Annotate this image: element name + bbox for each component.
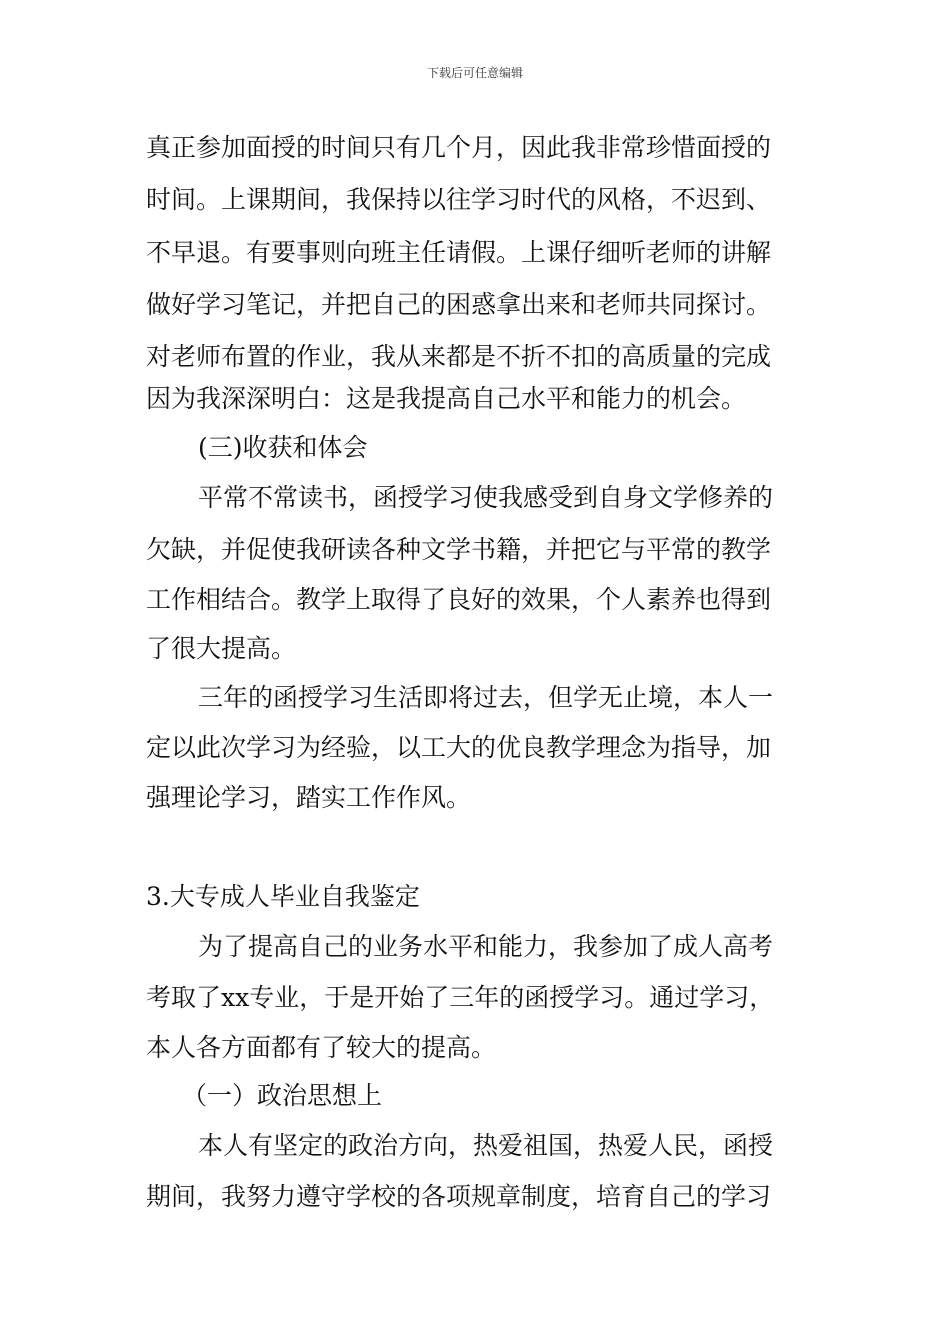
text-line: 真正参加面授的时间只有几个月，因此我非常珍惜面授的: [146, 133, 772, 162]
text-line: 了很大提高。: [146, 634, 297, 663]
text-line: 本人有坚定的政治方向，热爱祖国，热爱人民，函授: [198, 1131, 774, 1160]
text-line: 对老师布置的作业，我从来都是不折不扣的高质量的完成: [146, 342, 772, 371]
text-line: 欠缺，并促使我研读各种文学书籍，并把它与平常的教学: [146, 535, 772, 564]
text-line: 考取了xx专业，于是开始了三年的函授学习。通过学习，: [146, 983, 775, 1012]
text-line: 本人各方面都有了较大的提高。: [146, 1033, 497, 1062]
text-line: 平常不常读书，函授学习使我感受到自身文学修养的: [198, 483, 774, 512]
text-line: 工作相结合。教学上取得了良好的效果，个人素养也得到: [146, 585, 772, 614]
text-line: 为了提高自己的业务水平和能力，我参加了成人高考: [198, 932, 774, 961]
section-heading: （一）政治思想上: [182, 1081, 383, 1110]
text-line: 不早退。有要事则向班主任请假。上课仔细听老师的讲解: [146, 238, 772, 267]
text-line: 定以此次学习为经验，以工大的优良教学理念为指导，加: [146, 733, 772, 762]
section-heading: (三)收获和体会: [198, 433, 368, 462]
text-line: 因为我深深明白：这是我提高自己水平和能力的机会。: [146, 384, 747, 413]
page-header: 下载后可任意编辑: [426, 66, 523, 80]
text-line: 时间。上课期间，我保持以往学习时代的风格，不迟到、: [146, 185, 772, 214]
text-line: 强理论学习，踏实工作作风。: [146, 783, 472, 812]
text-line: 三年的函授学习生活即将过去，但学无止境，本人一: [198, 683, 774, 712]
section-title: 3.大专成人毕业自我鉴定: [146, 882, 420, 911]
text-line: 期间，我努力遵守学校的各项规章制度，培育自己的学习: [146, 1182, 772, 1211]
text-line: 做好学习笔记，并把自己的困惑拿出来和老师共同探讨。: [146, 290, 772, 319]
